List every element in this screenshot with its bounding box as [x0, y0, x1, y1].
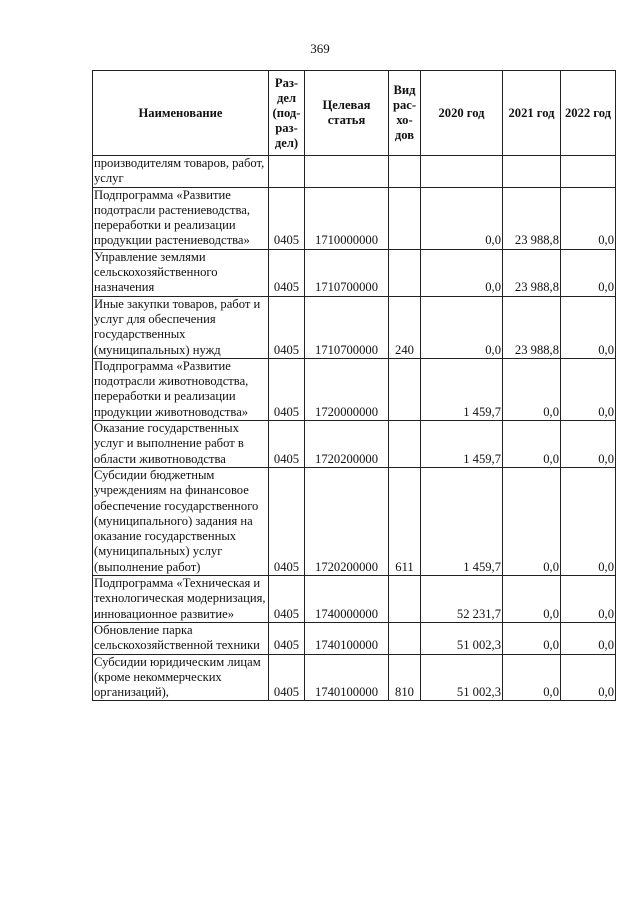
table-row — [93, 249, 616, 296]
row-2020: 51 002,3 — [421, 654, 503, 701]
row-section: 0405 — [269, 467, 305, 575]
column-header-target — [305, 71, 389, 156]
header-line: хо- — [396, 113, 413, 127]
header-line: Целевая — [322, 98, 371, 112]
row-target: 1740100000 — [305, 654, 389, 701]
row-2021: 0,0 — [503, 576, 561, 623]
table-row — [93, 296, 616, 358]
row-expense — [389, 622, 421, 654]
table-row — [93, 358, 616, 420]
row-2021: 0,0 — [503, 622, 561, 654]
row-name: Иные закупки товаров, работ и услуг для обеспечения государственных (муниципальных) нужд — [93, 296, 269, 358]
row-target — [305, 156, 389, 188]
row-name: производителям товаров, работ, услуг — [93, 156, 269, 188]
row-2021: 23 988,8 — [503, 296, 561, 358]
row-section: 0405 — [269, 249, 305, 296]
row-expense: 611 — [389, 467, 421, 575]
row-target: 1740100000 — [305, 622, 389, 654]
row-expense — [389, 421, 421, 468]
row-expense — [389, 249, 421, 296]
table-row — [93, 421, 616, 468]
table-row — [93, 467, 616, 575]
row-expense — [389, 187, 421, 249]
budget-table — [92, 70, 616, 701]
row-expense: 240 — [389, 296, 421, 358]
row-2021: 23 988,8 — [503, 249, 561, 296]
row-name: Управление землями сельскохозяйственного назначения — [93, 249, 269, 296]
row-name: Подпрограмма «Развитие подотрасли растениеводства, переработки и реализации продукции растениеводства» — [93, 187, 269, 249]
row-2021: 0,0 — [503, 654, 561, 701]
row-target: 1710000000 — [305, 187, 389, 249]
column-header-section — [269, 71, 305, 156]
row-expense — [389, 358, 421, 420]
row-target: 1710700000 — [305, 296, 389, 358]
row-2020: 1 459,7 — [421, 421, 503, 468]
row-section: 0405 — [269, 421, 305, 468]
row-2021: 0,0 — [503, 358, 561, 420]
row-2022: 0,0 — [561, 249, 616, 296]
row-2020: 51 002,3 — [421, 622, 503, 654]
row-section — [269, 156, 305, 188]
row-2020 — [421, 156, 503, 188]
row-2022 — [561, 156, 616, 188]
row-name: Оказание государственных услуг и выполнение работ в области животноводства — [93, 421, 269, 468]
column-header-2021: 2021 год — [503, 71, 561, 156]
row-2021 — [503, 156, 561, 188]
row-target: 1740000000 — [305, 576, 389, 623]
row-2020: 0,0 — [421, 187, 503, 249]
column-header-2020: 2020 год — [421, 71, 503, 156]
table-row — [93, 187, 616, 249]
table-row — [93, 622, 616, 654]
row-name: Субсидии бюджетным учреждениям на финансовое обеспечение государственного (муниципального) задания на оказание государственных (муниципальных) услуг (выполнение работ) — [93, 467, 269, 575]
row-name: Обновление парка сельскохозяйственной техники — [93, 622, 269, 654]
row-2022: 0,0 — [561, 576, 616, 623]
row-expense — [389, 156, 421, 188]
header-line: Вид — [393, 83, 416, 97]
row-section: 0405 — [269, 187, 305, 249]
row-section: 0405 — [269, 654, 305, 701]
row-2022: 0,0 — [561, 654, 616, 701]
row-2022: 0,0 — [561, 622, 616, 654]
row-section: 0405 — [269, 358, 305, 420]
row-2022: 0,0 — [561, 358, 616, 420]
row-2022: 0,0 — [561, 296, 616, 358]
column-header-expense — [389, 71, 421, 156]
row-2021: 0,0 — [503, 421, 561, 468]
row-section: 0405 — [269, 576, 305, 623]
header-line: дел — [276, 90, 297, 105]
row-2020: 0,0 — [421, 249, 503, 296]
row-2020: 0,0 — [421, 296, 503, 358]
table-row — [93, 654, 616, 701]
row-2022: 0,0 — [561, 467, 616, 575]
row-name: Подпрограмма «Техническая и технологическая модернизация, инновационное развитие» — [93, 576, 269, 623]
row-section: 0405 — [269, 296, 305, 358]
table-row — [93, 576, 616, 623]
row-2022: 0,0 — [561, 187, 616, 249]
header-line: дел) — [274, 135, 299, 150]
row-section: 0405 — [269, 622, 305, 654]
row-expense: 810 — [389, 654, 421, 701]
row-name: Подпрограмма «Развитие подотрасли животноводства, переработки и реализации продукции животноводства» — [93, 358, 269, 420]
table-header-row — [93, 71, 616, 156]
header-line: раз- — [275, 120, 298, 135]
row-2022: 0,0 — [561, 421, 616, 468]
column-header-name: Наименование — [93, 71, 269, 156]
header-line: (под- — [272, 105, 301, 120]
header-line: Раз- — [274, 75, 299, 90]
row-target: 1720200000 — [305, 467, 389, 575]
header-line: дов — [394, 128, 415, 142]
header-line: статья — [327, 113, 366, 127]
column-header-2022: 2022 год — [561, 71, 616, 156]
row-target: 1720200000 — [305, 421, 389, 468]
row-target: 1710700000 — [305, 249, 389, 296]
row-2021: 23 988,8 — [503, 187, 561, 249]
row-2020: 1 459,7 — [421, 467, 503, 575]
row-target: 1720000000 — [305, 358, 389, 420]
table-row — [93, 156, 616, 188]
header-line: рас- — [392, 98, 417, 112]
row-2020: 52 231,7 — [421, 576, 503, 623]
row-expense — [389, 576, 421, 623]
page-number: 369 — [310, 41, 330, 56]
row-2020: 1 459,7 — [421, 358, 503, 420]
row-2021: 0,0 — [503, 467, 561, 575]
row-name: Субсидии юридическим лицам (кроме некоммерческих организаций), — [93, 654, 269, 701]
